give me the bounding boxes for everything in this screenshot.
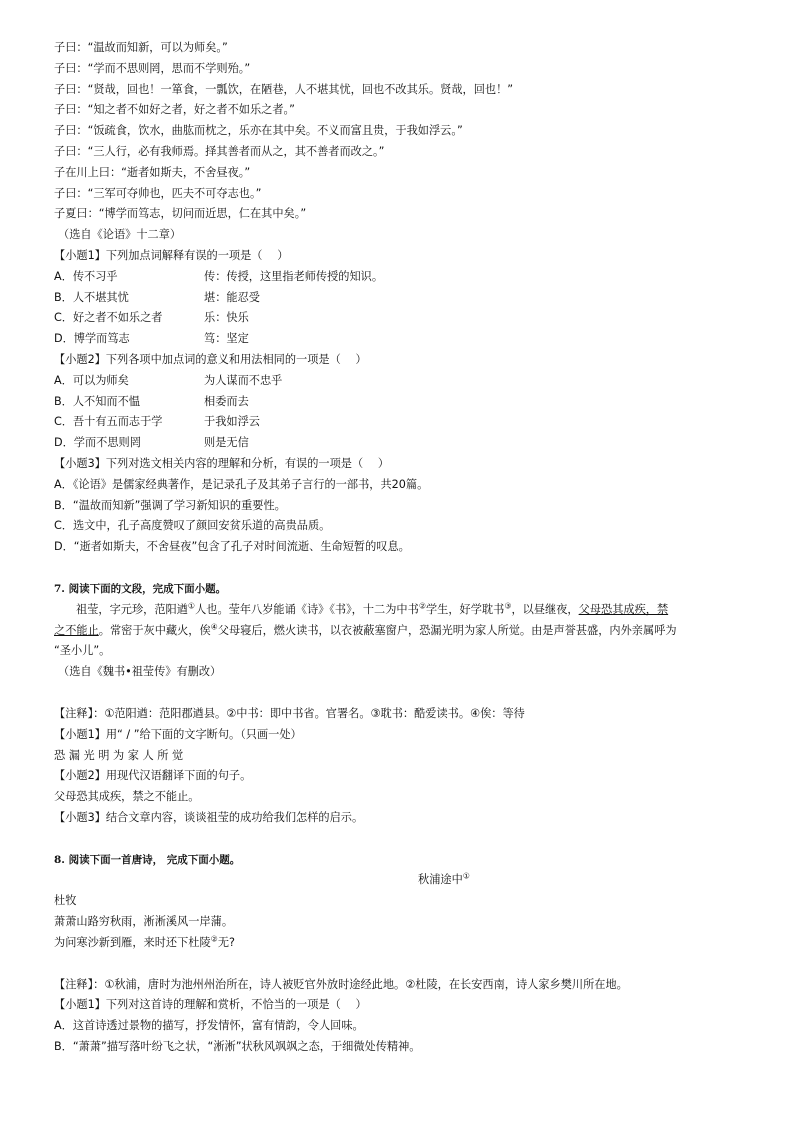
footnote-marker: ②: [418, 600, 426, 610]
q1-option-b-gloss: 堪：能忍受: [204, 290, 260, 304]
footnote-marker: ③: [504, 600, 512, 610]
analects-question-2: 【小题2】下列各项中加点词的意义和用法相同的一项是（ ）: [54, 352, 367, 366]
q2-option-b: [54, 392, 744, 413]
question-7-heading: 7. 阅读下面的文段，完成下面小题。: [54, 582, 227, 595]
q2-option-b-right: 相委而去: [204, 394, 249, 408]
underlined-sentence: 之不能止: [54, 623, 99, 637]
q2-option-c-left: C．吾十有五而志于学: [54, 415, 163, 429]
q3-option-a: A．《论语》是儒家经典著作，是记录孔子及其弟子言行的一部书，共20篇。: [54, 477, 429, 491]
q2-option-c: [54, 412, 744, 433]
analects-line: 子曰：“三人行，必有我师焉。择其善者而从之，其不善者而改之。”: [54, 144, 385, 158]
poem-author: 杜牧: [54, 894, 77, 908]
analects-line: 子在川上曰：“逝者如斯夫，不舍昼夜。”: [54, 165, 251, 179]
question-7-sub-2: 【小题2】用现代汉语翻译下面的句子。: [54, 769, 252, 783]
q1-option-a-gloss: 传：传授，这里指老师传授的知识。: [204, 269, 384, 283]
analects-source: （选自《论语》十二章）: [58, 228, 182, 242]
q1-option-a-text: A．传不习乎: [54, 269, 118, 283]
passage-line: [54, 600, 744, 621]
analects-question-1: 【小题1】下列加点词解释有误的一项是（ ）: [54, 248, 289, 262]
poem-title: [54, 870, 744, 891]
q2-option-d-left: D．学而不思则罔: [54, 436, 141, 450]
passage-line: [54, 621, 744, 642]
q8-option-a: A．这首诗透过景物的描写，抒发情怀，富有情韵，令人回味。: [54, 1019, 364, 1033]
footnote-marker: ①: [462, 871, 470, 881]
q1-option-d: [54, 329, 744, 350]
passage-text: ，以昼继夜，: [511, 602, 579, 616]
question-8-heading: 8. 阅读下面一首唐诗， 完成下面小题。: [54, 853, 241, 866]
q3-option-d: D．“逝者如斯夫，不舍昼夜”包含了孔子对时间流逝、生命短暂的叹息。: [54, 540, 410, 554]
footnote-marker: ①: [187, 600, 196, 610]
q2-option-b-left: B．人不知而不愠: [54, 394, 140, 408]
poem-title-text: 秋浦途中: [418, 873, 463, 887]
passage-text: 人也。莹年八岁能诵《诗》《书》，十二为中书: [195, 602, 419, 616]
question-7-sub-3: 【小题3】结合文章内容，谈谈祖莹的成功给我们怎样的启示。: [54, 810, 364, 824]
q2-option-a: [54, 371, 744, 392]
exam-page: [54, 38, 744, 1058]
q1-option-b-text: B．人不堪其忧: [54, 290, 129, 304]
footnote-marker: ④: [210, 621, 218, 631]
passage-text: 祖莹，字元珍，范阳遒: [76, 602, 188, 616]
q1-option-d-gloss: 笃：坚定: [204, 332, 249, 346]
question-8-sub-1: 【小题1】下列对这首诗的理解和赏析，不恰当的一项是（ ）: [54, 998, 367, 1012]
q2-option-d-right: 则是无信: [204, 436, 249, 450]
passage-line: “圣小儿”。: [54, 644, 111, 658]
q2-option-c-right: 于我如浮云: [204, 415, 260, 429]
q1-option-d-text: D．博学而笃志: [54, 332, 130, 346]
q1-option-c: [54, 308, 744, 329]
analects-line: 子曰：“贤哉，回也！一箪食，一瓢饮，在陋巷，人不堪其忧，回也不改其乐。贤哉，回也！”: [54, 82, 514, 96]
passage-text: 学生，好学耽书: [425, 602, 505, 616]
sentence-to-translate: 父母恐其成疾，禁之不能止。: [54, 790, 200, 804]
q1-option-c-text: C．好之者不如乐之者: [54, 311, 163, 325]
analects-line: 子曰：“饭疏食，饮水，曲肱而枕之，乐亦在其中矣。不义而富且贵，于我如浮云。”: [54, 124, 463, 138]
passage-text: 父母寝后，燃火读书，以衣被蔽塞窗户，恐漏光明为家人所觉。由是声誉甚盛，内外亲属呼为: [217, 623, 677, 637]
q2-option-a-left: A．可以为师矣: [54, 373, 129, 387]
underlined-sentence: 父母恐其成疾，禁: [578, 602, 669, 616]
passage-source: （选自《魏书•祖莹传》有删改）: [58, 665, 222, 679]
q1-option-b: [54, 288, 744, 309]
poem-line: [54, 933, 744, 954]
passage-text: 。常密于灰中藏火，俟: [98, 623, 211, 637]
q3-option-b: B．“温故而知新”强调了学习新知识的重要性。: [54, 498, 286, 512]
question-7: [54, 579, 744, 829]
analects-line: 子夏曰：“博学而笃志，切问而近思，仁在其中矣。”: [54, 207, 307, 221]
q1-option-a: [54, 267, 744, 288]
analects-line: 子曰：“温故而知新，可以为师矣。”: [54, 41, 228, 54]
analects-line: 子曰：“学而不思则罔，思而不学则殆。”: [54, 61, 251, 75]
analects-passage: [54, 38, 744, 558]
analects-line: 子曰：“三军可夺帅也，匹夫不可夺志也。”: [54, 186, 262, 200]
q2-option-d: [54, 433, 744, 454]
analects-question-3: 【小题3】下列对选文相关内容的理解和分析，有误的一项是（ ）: [54, 456, 390, 470]
poem-text: 为问寒沙新到雁，来时还下杜陵: [54, 935, 211, 949]
question-7-sub-1: 【小题1】用“ / ”给下面的文字断句。（只画一处）: [54, 727, 302, 741]
question-8: [54, 850, 744, 1058]
q1-option-c-gloss: 乐：快乐: [204, 311, 249, 325]
q8-option-b: B．“萧萧”描写落叶纷飞之状，“淅淅”状秋风飒飒之态，于细微处传精神。: [54, 1040, 421, 1054]
footnote-marker: ②: [210, 934, 218, 944]
poem-line: 萧萧山路穷秋雨，淅淅溪风一岸蒲。: [54, 915, 234, 929]
passage-notes: 【注释】：①范阳遒：范阳郡遒县。②中书：即中书省。官署名。③耽书：酷爱读书。④俟：等待: [54, 706, 525, 720]
analects-line: 子曰：“知之者不如好之者，好之者不如乐之者。”: [54, 103, 295, 117]
q3-option-c: C．选文中，孔子高度赞叹了颜回安贫乐道的高贵品质。: [54, 519, 331, 533]
sentence-to-punctuate: 恐 漏 光 明 为 家 人 所 觉: [54, 748, 184, 762]
poem-text: 无?: [217, 935, 235, 949]
q2-option-a-right: 为人谋而不忠乎: [204, 373, 283, 387]
poem-notes: 【注释】：①秋浦，唐时为池州州治所在，诗人被贬官外放时途经此地。②杜陵，在长安西南，诗人家乡樊川所在地。: [54, 977, 628, 991]
